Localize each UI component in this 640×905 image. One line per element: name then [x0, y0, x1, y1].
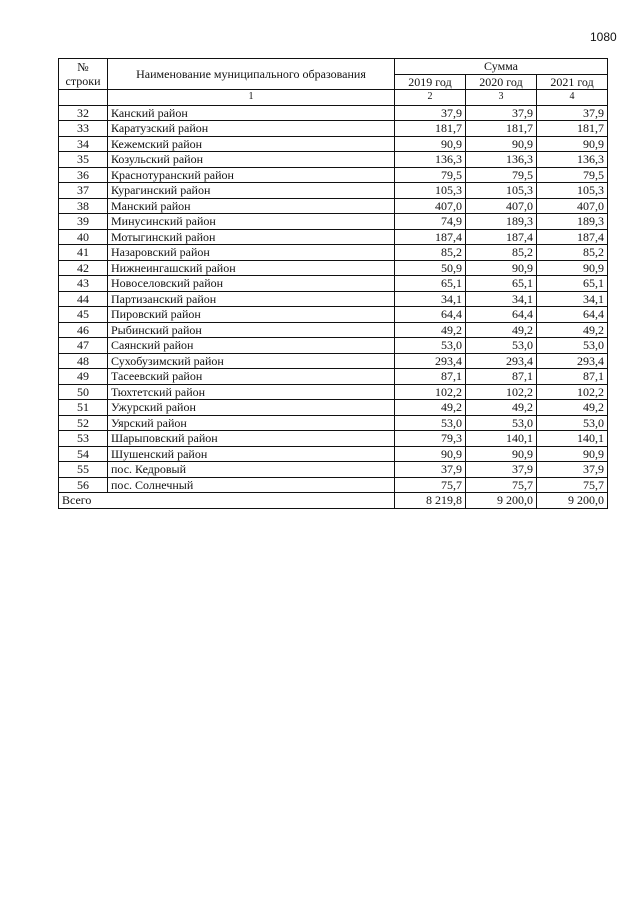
value-2021: 293,4	[537, 353, 608, 369]
value-2019: 75,7	[395, 477, 466, 493]
value-2020: 87,1	[466, 369, 537, 385]
value-2020: 64,4	[466, 307, 537, 323]
municipality-name: пос. Кедровый	[108, 462, 395, 478]
value-2021: 49,2	[537, 322, 608, 338]
municipality-name: Сухобузимский район	[108, 353, 395, 369]
value-2021: 187,4	[537, 229, 608, 245]
value-2019: 53,0	[395, 338, 466, 354]
municipality-name: Саянский район	[108, 338, 395, 354]
row-number: 40	[59, 229, 108, 245]
municipality-name: Ужурский район	[108, 400, 395, 416]
value-2021: 90,9	[537, 136, 608, 152]
value-2021: 75,7	[537, 477, 608, 493]
table-row	[59, 369, 608, 385]
value-2021: 64,4	[537, 307, 608, 323]
value-2020: 105,3	[466, 183, 537, 199]
municipality-name: Тасеевский район	[108, 369, 395, 385]
value-2021: 407,0	[537, 198, 608, 214]
value-2021: 65,1	[537, 276, 608, 292]
index-cell: 4	[537, 90, 608, 106]
value-2020: 181,7	[466, 121, 537, 137]
value-2021: 181,7	[537, 121, 608, 137]
year-header-2020: 2020 год	[466, 74, 537, 90]
value-2021: 79,5	[537, 167, 608, 183]
value-2019: 181,7	[395, 121, 466, 137]
value-2020: 90,9	[466, 136, 537, 152]
year-header-2019: 2019 год	[395, 74, 466, 90]
value-2019: 49,2	[395, 322, 466, 338]
value-2020: 49,2	[466, 322, 537, 338]
value-2020: 90,9	[466, 446, 537, 462]
value-2019: 64,4	[395, 307, 466, 323]
value-2020: 189,3	[466, 214, 537, 230]
row-number-header-line1: №	[77, 59, 89, 74]
sum-header: Сумма	[395, 59, 608, 75]
municipality-name: Шушенский район	[108, 446, 395, 462]
table-row	[59, 400, 608, 416]
row-number: 35	[59, 152, 108, 168]
row-number: 51	[59, 400, 108, 416]
row-number: 41	[59, 245, 108, 261]
value-2020: 90,9	[466, 260, 537, 276]
value-2021: 53,0	[537, 415, 608, 431]
value-2019: 49,2	[395, 400, 466, 416]
index-cell: 3	[466, 90, 537, 106]
row-number: 45	[59, 307, 108, 323]
value-2021: 90,9	[537, 446, 608, 462]
value-2021: 49,2	[537, 400, 608, 416]
row-number: 47	[59, 338, 108, 354]
value-2019: 102,2	[395, 384, 466, 400]
municipality-name: Новоселовский район	[108, 276, 395, 292]
total-label: Всего	[59, 493, 395, 509]
value-2019: 90,9	[395, 136, 466, 152]
value-2020: 102,2	[466, 384, 537, 400]
row-number: 48	[59, 353, 108, 369]
municipality-name: Минусинский район	[108, 214, 395, 230]
table-row	[59, 214, 608, 230]
value-2021: 140,1	[537, 431, 608, 447]
table-row	[59, 462, 608, 478]
row-number: 43	[59, 276, 108, 292]
table-row	[59, 229, 608, 245]
municipality-name: Козульский район	[108, 152, 395, 168]
municipality-name: Партизанский район	[108, 291, 395, 307]
value-2019: 293,4	[395, 353, 466, 369]
value-2019: 87,1	[395, 369, 466, 385]
total-row	[59, 493, 608, 509]
municipality-name: Нижнеингашский район	[108, 260, 395, 276]
table-row	[59, 353, 608, 369]
table-row	[59, 245, 608, 261]
value-2020: 49,2	[466, 400, 537, 416]
index-cell	[59, 90, 108, 106]
value-2021: 85,2	[537, 245, 608, 261]
row-number: 42	[59, 260, 108, 276]
value-2020: 85,2	[466, 245, 537, 261]
value-2020: 34,1	[466, 291, 537, 307]
value-2020: 37,9	[466, 462, 537, 478]
row-number-header	[59, 59, 108, 90]
row-number: 53	[59, 431, 108, 447]
table-row	[59, 384, 608, 400]
value-2021: 102,2	[537, 384, 608, 400]
row-number: 49	[59, 369, 108, 385]
municipality-name: Пировский район	[108, 307, 395, 323]
value-2019: 79,3	[395, 431, 466, 447]
municipality-name: Краснотуранский район	[108, 167, 395, 183]
value-2020: 53,0	[466, 338, 537, 354]
table-row	[59, 276, 608, 292]
municipality-name: Кежемский район	[108, 136, 395, 152]
row-number: 54	[59, 446, 108, 462]
table-row	[59, 136, 608, 152]
municipality-name: пос. Солнечный	[108, 477, 395, 493]
municipality-name: Канский район	[108, 105, 395, 121]
year-header-2021: 2021 год	[537, 74, 608, 90]
value-2019: 74,9	[395, 214, 466, 230]
municipality-name: Тюхтетский район	[108, 384, 395, 400]
total-2019: 8 219,8	[395, 493, 466, 509]
row-number: 38	[59, 198, 108, 214]
table-row	[59, 152, 608, 168]
row-number: 33	[59, 121, 108, 137]
value-2019: 34,1	[395, 291, 466, 307]
value-2020: 79,5	[466, 167, 537, 183]
index-cell: 1	[108, 90, 395, 106]
table-row	[59, 183, 608, 199]
table-row	[59, 415, 608, 431]
table-row	[59, 167, 608, 183]
table-row	[59, 105, 608, 121]
value-2019: 53,0	[395, 415, 466, 431]
table-row	[59, 446, 608, 462]
row-number: 50	[59, 384, 108, 400]
budget-table	[58, 58, 608, 509]
municipality-name: Рыбинский район	[108, 322, 395, 338]
value-2021: 87,1	[537, 369, 608, 385]
table-row	[59, 121, 608, 137]
index-cell: 2	[395, 90, 466, 106]
municipality-name: Манский район	[108, 198, 395, 214]
table-row	[59, 291, 608, 307]
table-row	[59, 477, 608, 493]
value-2020: 65,1	[466, 276, 537, 292]
value-2021: 37,9	[537, 462, 608, 478]
value-2020: 37,9	[466, 105, 537, 121]
name-header: Наименование муниципального образования	[108, 59, 395, 90]
municipality-name: Каратузский район	[108, 121, 395, 137]
value-2021: 34,1	[537, 291, 608, 307]
page-number: 1080	[590, 30, 617, 44]
row-number: 55	[59, 462, 108, 478]
municipality-name: Уярский район	[108, 415, 395, 431]
row-number: 36	[59, 167, 108, 183]
value-2019: 37,9	[395, 105, 466, 121]
table-row	[59, 322, 608, 338]
value-2021: 90,9	[537, 260, 608, 276]
value-2020: 140,1	[466, 431, 537, 447]
table-row	[59, 307, 608, 323]
table-row	[59, 260, 608, 276]
value-2021: 189,3	[537, 214, 608, 230]
row-number: 32	[59, 105, 108, 121]
value-2021: 105,3	[537, 183, 608, 199]
table-row	[59, 338, 608, 354]
value-2019: 90,9	[395, 446, 466, 462]
value-2019: 187,4	[395, 229, 466, 245]
row-number: 34	[59, 136, 108, 152]
value-2021: 37,9	[537, 105, 608, 121]
value-2020: 293,4	[466, 353, 537, 369]
municipality-name: Шарыповский район	[108, 431, 395, 447]
row-number: 39	[59, 214, 108, 230]
row-number: 37	[59, 183, 108, 199]
value-2019: 105,3	[395, 183, 466, 199]
row-number: 52	[59, 415, 108, 431]
value-2019: 37,9	[395, 462, 466, 478]
value-2019: 79,5	[395, 167, 466, 183]
municipality-name: Назаровский район	[108, 245, 395, 261]
municipality-name: Курагинский район	[108, 183, 395, 199]
value-2019: 407,0	[395, 198, 466, 214]
row-number: 44	[59, 291, 108, 307]
value-2019: 85,2	[395, 245, 466, 261]
table-body	[59, 105, 608, 493]
value-2019: 50,9	[395, 260, 466, 276]
value-2021: 136,3	[537, 152, 608, 168]
value-2021: 53,0	[537, 338, 608, 354]
value-2019: 65,1	[395, 276, 466, 292]
value-2020: 75,7	[466, 477, 537, 493]
total-2020: 9 200,0	[466, 493, 537, 509]
value-2020: 187,4	[466, 229, 537, 245]
row-number: 56	[59, 477, 108, 493]
table-row	[59, 431, 608, 447]
total-2021: 9 200,0	[537, 493, 608, 509]
row-number-header-line2: строки	[65, 74, 101, 88]
value-2020: 53,0	[466, 415, 537, 431]
value-2020: 407,0	[466, 198, 537, 214]
value-2020: 136,3	[466, 152, 537, 168]
value-2019: 136,3	[395, 152, 466, 168]
municipality-name: Мотыгинский район	[108, 229, 395, 245]
table-row	[59, 198, 608, 214]
row-number: 46	[59, 322, 108, 338]
